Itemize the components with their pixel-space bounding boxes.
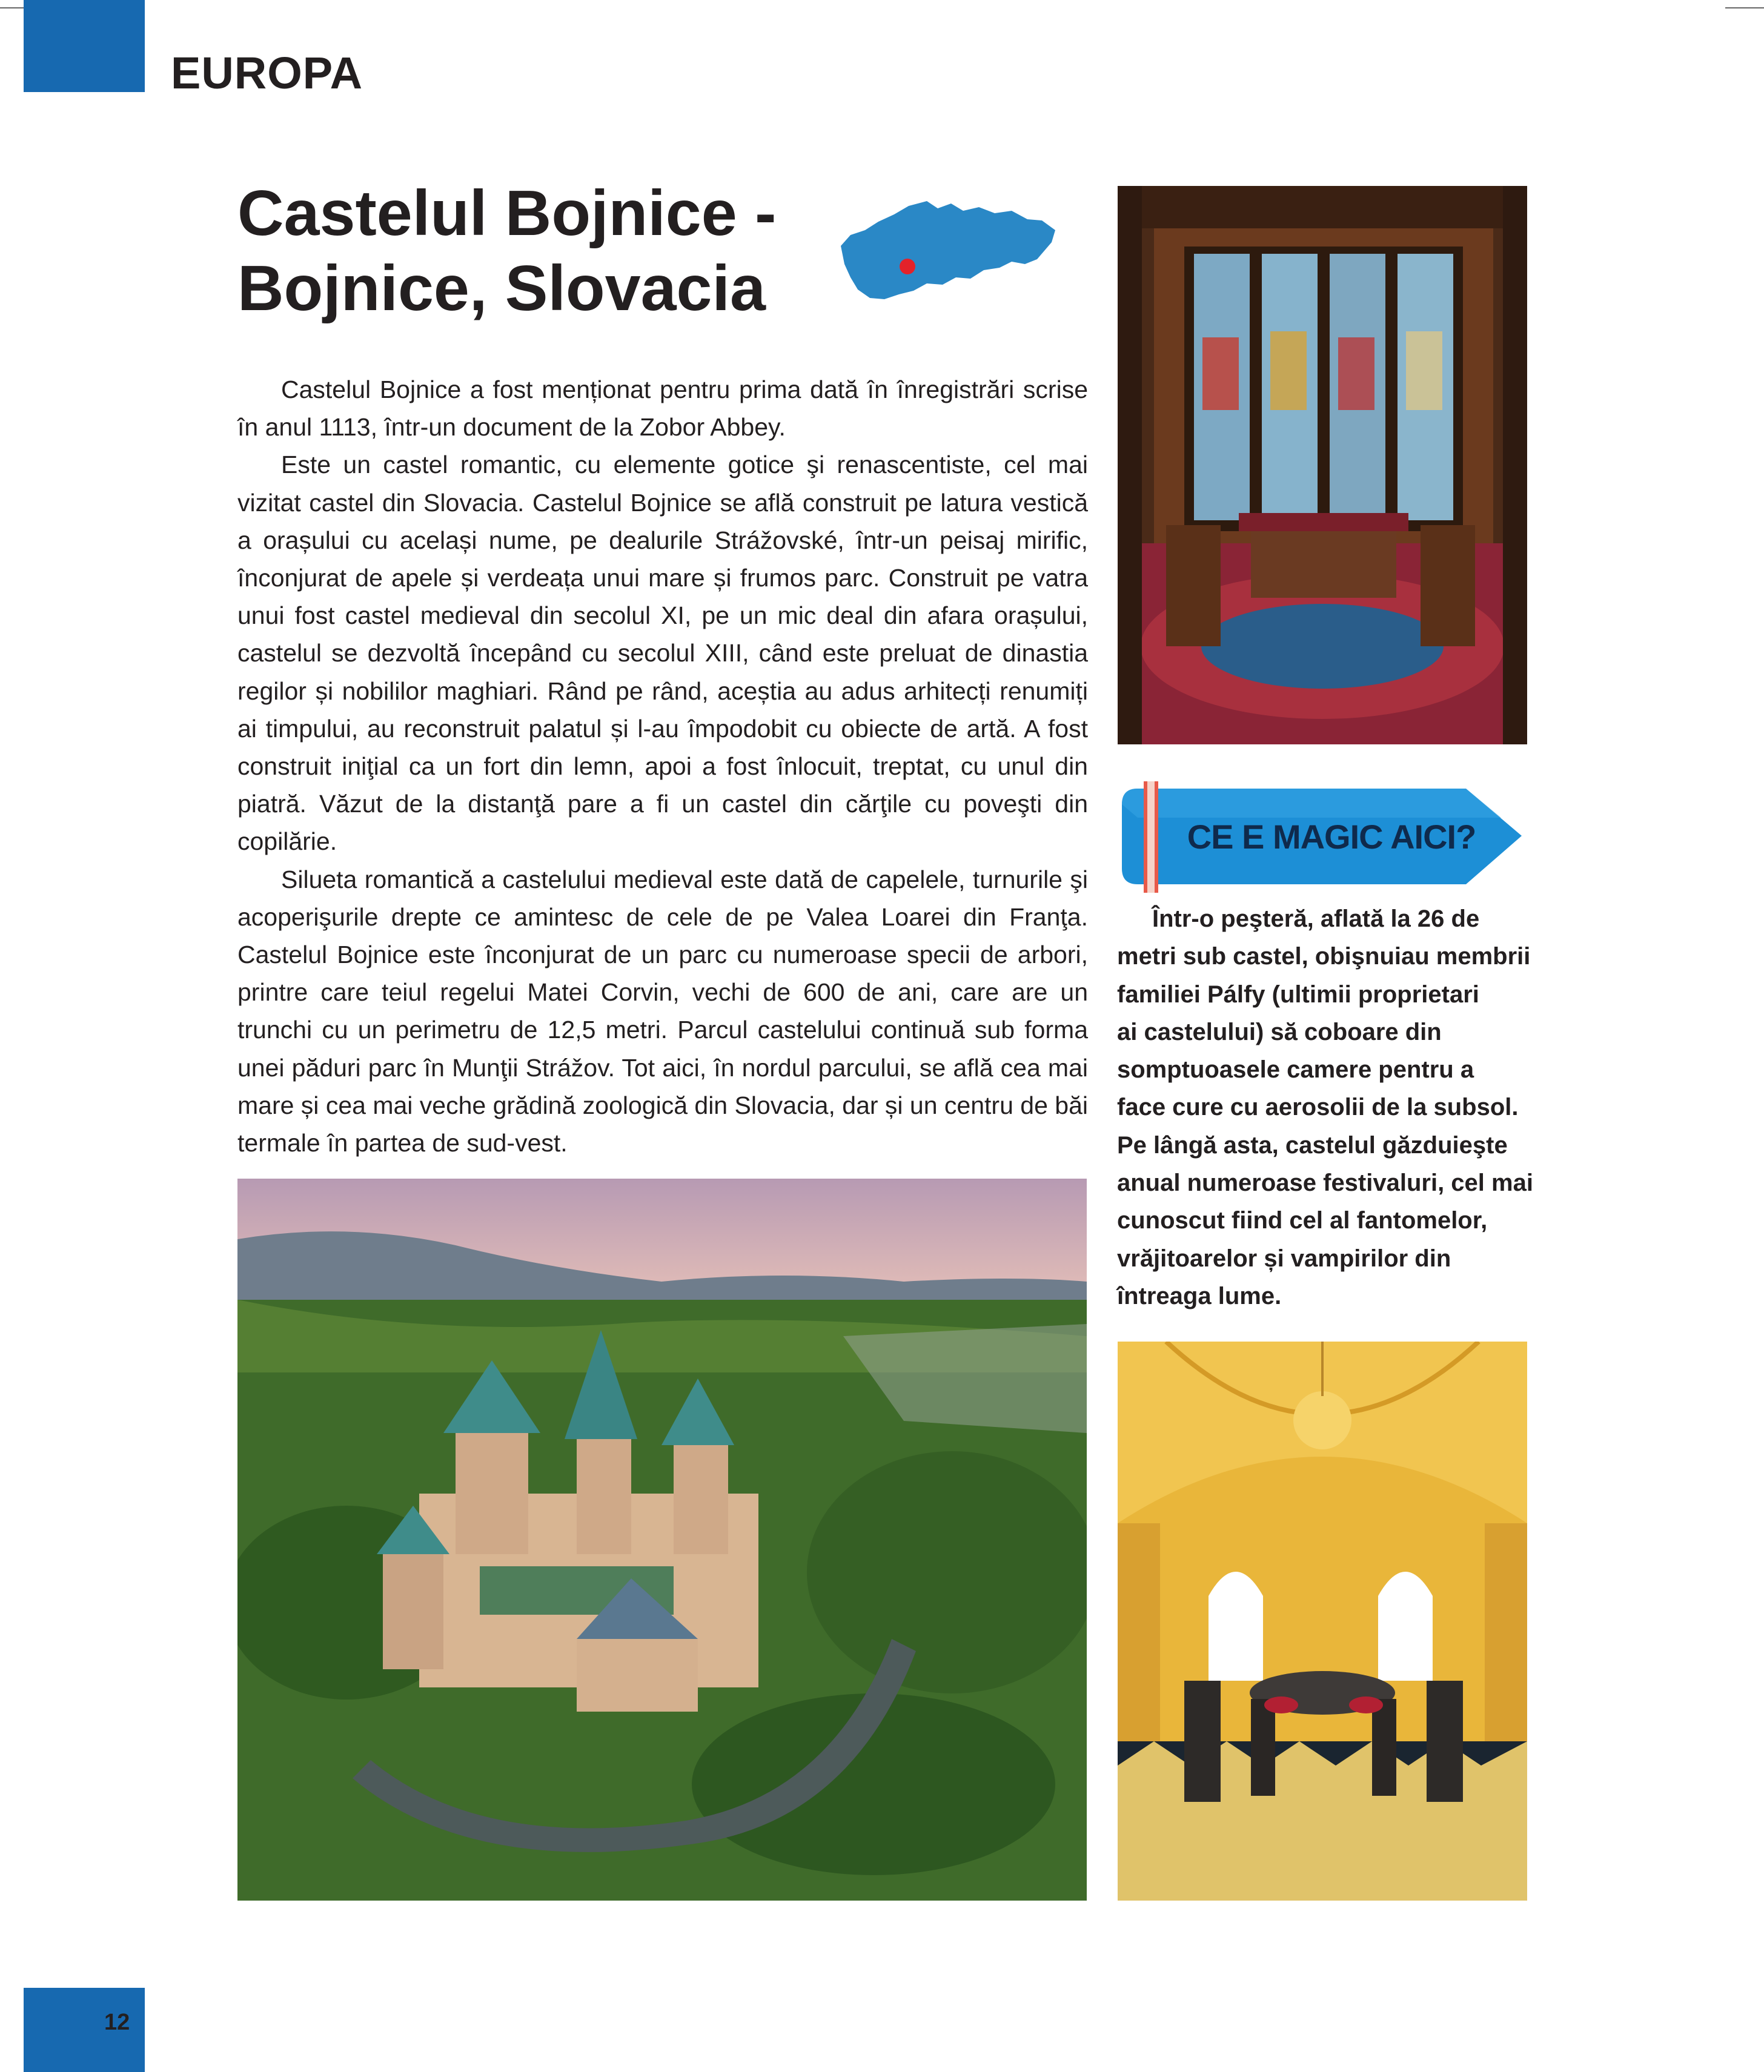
magic-callout — [1119, 780, 1524, 893]
section-tab — [24, 0, 145, 92]
sidebar-line: anual numeroase festivaluri, cel mai — [1117, 1170, 1533, 1197]
castle-location-marker — [900, 259, 915, 274]
sidebar-line: face cure cu aerosolii de la subsol. — [1117, 1094, 1519, 1121]
sidebar-line: cunoscut fiind cel al fantomelor, — [1117, 1207, 1488, 1234]
page-title-line-2: Bojnice, Slovacia — [237, 253, 766, 324]
sidebar-line: somptuoasele camere pentru a — [1117, 1056, 1474, 1084]
slovakia-map-shape — [841, 201, 1055, 299]
page-title-line-1: Castelul Bojnice - — [237, 177, 777, 249]
article-paragraph-2: Este un castel romantic, cu elemente gotice şi renascentiste, cel mai vizitat castel din Slovacia. Castelul Bojnice se află construit pe latura vestică a orașului cu același nume, pe dealurile Strážovské, într-un peisaj mirific, înconjurat de apele și verdeața unui mare și frumos parc. Construit pe vatra unui fost castel medieval din secolul XI, pe un mic deal din afara orașului, castelul se dezvoltă începând cu secolul XIII, când este preluat de dinastia regilor și nobililor maghiari. Rând pe rând, aceștia au adus arhitecți renumiți ai timpului, au reconstruit palatul și l-au împodobit cu obiecte de artă. A fost construit iniţial ca un fort din lemn, apoi a fost înlocuit, treptat, cu unul din piatră. Văzut de la distanţă pare a fi un castel din cărţile cu poveşti din copilărie. — [237, 451, 1088, 856]
article-paragraph-1: Castelul Bojnice a fost menționat pentru prima dată în înregistrări scrise în anul 1113, într-un document de la Zobor Abbey. — [237, 376, 1088, 442]
callout-label: CE E MAGIC AICI? — [1187, 817, 1476, 856]
sidebar-text — [1117, 900, 1533, 1315]
sidebar-line: Pe lângă asta, castelul găzduieşte — [1117, 1131, 1508, 1159]
sidebar-line: metri sub castel, obişnuiau membrii — [1117, 943, 1531, 970]
sidebar-line: Într-o peşteră, aflată la 26 de — [1152, 905, 1480, 932]
article-body — [237, 371, 1088, 1162]
section-title: EUROPA — [171, 48, 363, 98]
article-paragraph-3: Silueta romantică a castelului medieval este dată de capelele, turnurile şi acoperişurile drepte ce amintesc de cele de pe Valea Loarei din Franţa. Castelul Bojnice este înconjurat de un parc cu numeroase specii de arbori, printre care teiul regelui Matei Corvin, vechi de 600 de ani, care are un trunchi cu un perimetru de 12,5 metri. Parcul castelului continuă sub forma unei păduri parc în Munţii Strážov. Tot aici, în nordul parcului, se află cea mai mare și cea mai veche grădină zoologică din Slovacia, dar și un centru de băi termale în partea de sud-vest. — [237, 865, 1088, 1157]
page-title — [237, 176, 776, 326]
sidebar-line: ai castelului) să coboare din — [1117, 1018, 1442, 1045]
page-number: 12 — [104, 2010, 130, 2035]
interior-stained-glass-photo — [1118, 186, 1527, 744]
sidebar-line: familiei Pálfy (ultimii proprietari — [1117, 981, 1479, 1008]
sidebar-line: întreaga lume. — [1117, 1282, 1282, 1309]
sidebar-line: vrăjitoarelor și vampirilor din — [1117, 1245, 1451, 1272]
crop-mark-top-right — [1725, 7, 1764, 8]
interior-golden-hall-photo — [1118, 1342, 1527, 1901]
castle-aerial-photo — [237, 1179, 1087, 1901]
slovakia-map — [836, 193, 1060, 302]
